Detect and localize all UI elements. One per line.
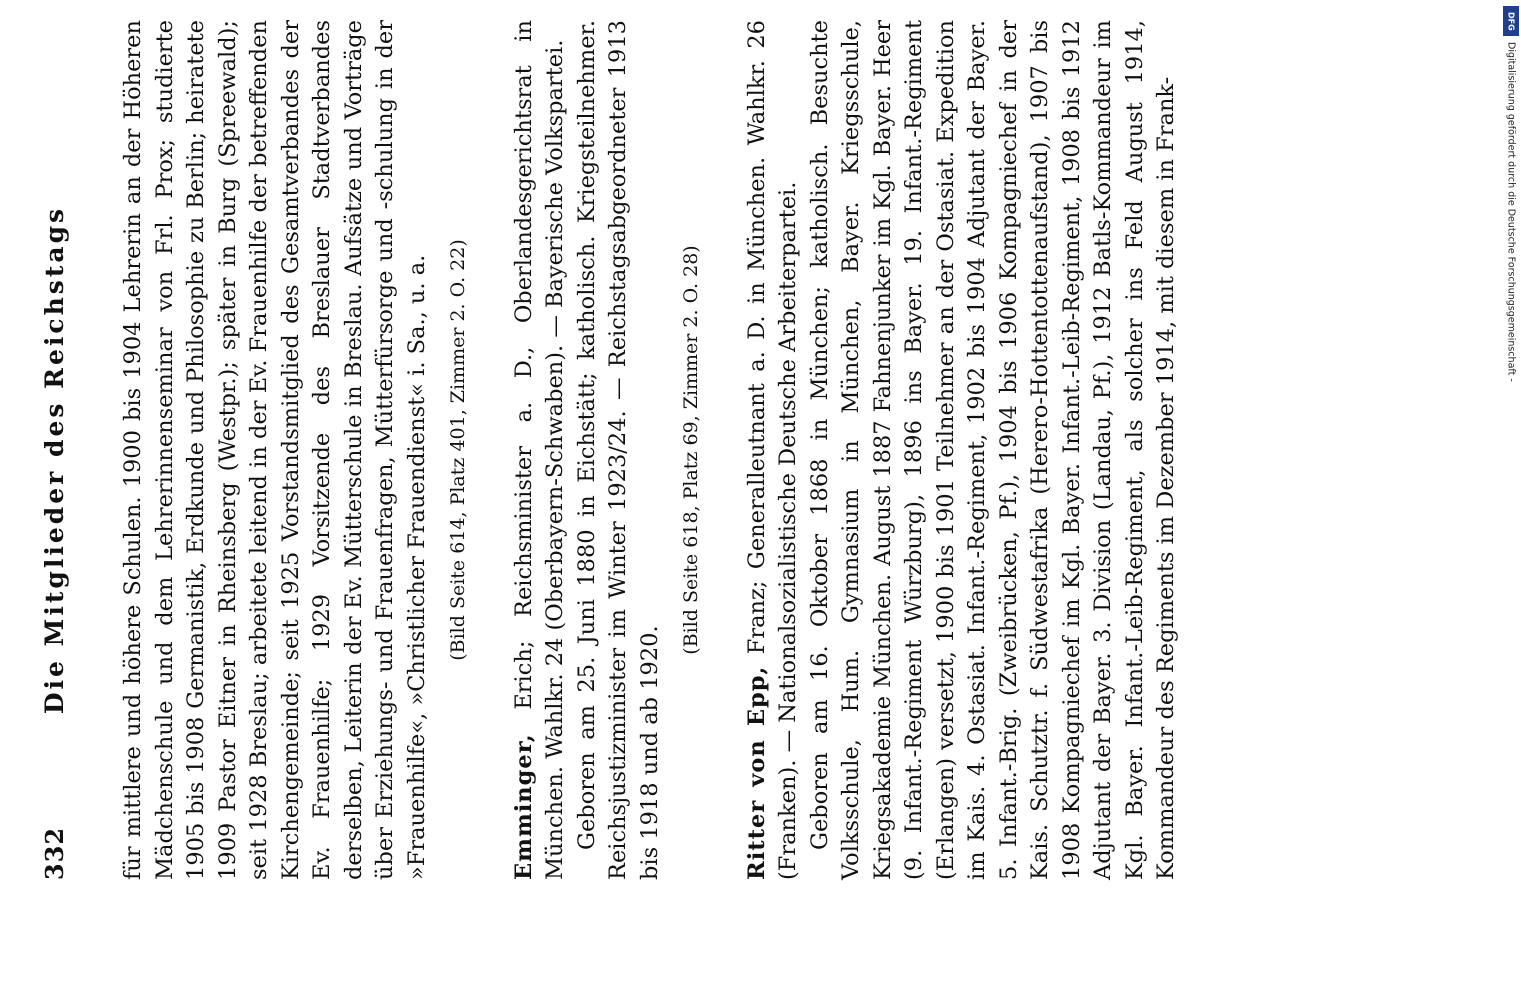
entry-bio: Geboren am 25. Juni 1880 in Eichstätt; katholisch. Kriegsteilnehmer. Reichsjustizminister im Winter 1923/24. — Reichstagsabgeordneter 1913 bis 1918 und ab 1920. — [573, 20, 663, 880]
page-header — [40, 40, 80, 880]
dfg-logo: DFG — [1503, 6, 1519, 36]
digitization-watermark — [1503, 6, 1519, 398]
entry-intro-text: Franz; Generalleutnant a. D. in München. Wahlkr. 26 (Franken). — Nationalsozialistische Deutsche Arbeiterpartei. — [743, 20, 801, 880]
continuation-paragraph: für mittlere und höhere Schulen. 1900 bis 1904 Lehrerin an der Höheren Mädchenschule und dem Lehrerinnenseminar von Frl. Prox; studierte 1905 bis 1908 Germanistik, Erdkunde und Philosophie zu Berlin; heiratete 1909 Pastor Eitner in Rheinsberg (Westpr.); später in Burg (Spreewald); seit 1928 Breslau; arbeitete leitend in der Ev. Frauenhilfe der betreffenden Kirchengemeinde; seit 1925 Vorstandsmitglied des Gesamtverbandes der Ev. Frauenhilfe; 1929 Vorsitzende des Breslauer Stadtverbandes derselben, Leiterin der Ev. Mütterschule in Breslau. Aufsätze und Vorträge über Erziehungs- und Frauenfragen, Mütterfürsorge und -schulung in der »Frauenhilfe«, »Christlicher Frauendienst« i. Sa., u. a. — [120, 20, 430, 880]
running-head: Die Mitglieder des Reichstags — [40, 205, 69, 715]
entry-intro-text: Erich; Reichsminister a. D., Oberlandesgerichtsrat in München. Wahlkr. 24 (Oberbayern-Schwaben). — Bayerische Volkspartei. — [510, 20, 568, 880]
watermark-text: Digitalisierung gefördert durch die Deutsche Forschungsgemeinschaft - — [1505, 42, 1517, 382]
image-caption: (Bild Seite 618, Platz 69, Zimmer 2. O. 28) — [680, 245, 702, 655]
entry-intro — [509, 20, 572, 880]
image-caption: (Bild Seite 614, Platz 401, Zimmer 2. O. 22) — [447, 239, 469, 661]
body-text — [118, 20, 1183, 880]
page-number: 332 — [40, 826, 69, 880]
entry-name: Ritter von Epp, — [743, 665, 770, 880]
entry-intro — [742, 20, 805, 880]
entry-name: Emminger, — [510, 733, 537, 880]
entry-bio: Geboren am 16. Oktober 1868 in München; katholisch. Besuchte Volksschule, Hum. Gymnasium in München, Bayer. Kriegsschule, Kriegsakademie München. August 1887 Fahnenjunker im Kgl. Bayer. Heer (9. Infant.-Regiment Würzburg), 1896 ins Bayer. 19. Infant.-Regiment (Erlangen) versetzt, 1900 bis 1901 Teilnehmer an der Ostasiat. Expedition im Kais. 4. Ostasiat. Infant.-Regiment, 1902 bis 1904 Adjutant der Bayer. 5. Infant.-Brig. (Zweibrücken, Pf.), 1904 bis 1906 Kompagniechef in der Kais. Schutztr. f. Südwestafrika (Herero-Hottentottenaufstand), 1907 bis 1908 Kompagniechef im Kgl. Bayer. Infant.-Leib-Regiment, 1908 bis 1912 Adjutant der Bayer. 3. Division (Landau, Pf.), 1912 Batls-Kommandeur im Kgl. Bayer. Infant.-Leib-Regiment, als solcher ins Feld August 1914, Kommandeur des Regiments im Dezember 1914, mit diesem in Frank- — [806, 20, 1179, 880]
